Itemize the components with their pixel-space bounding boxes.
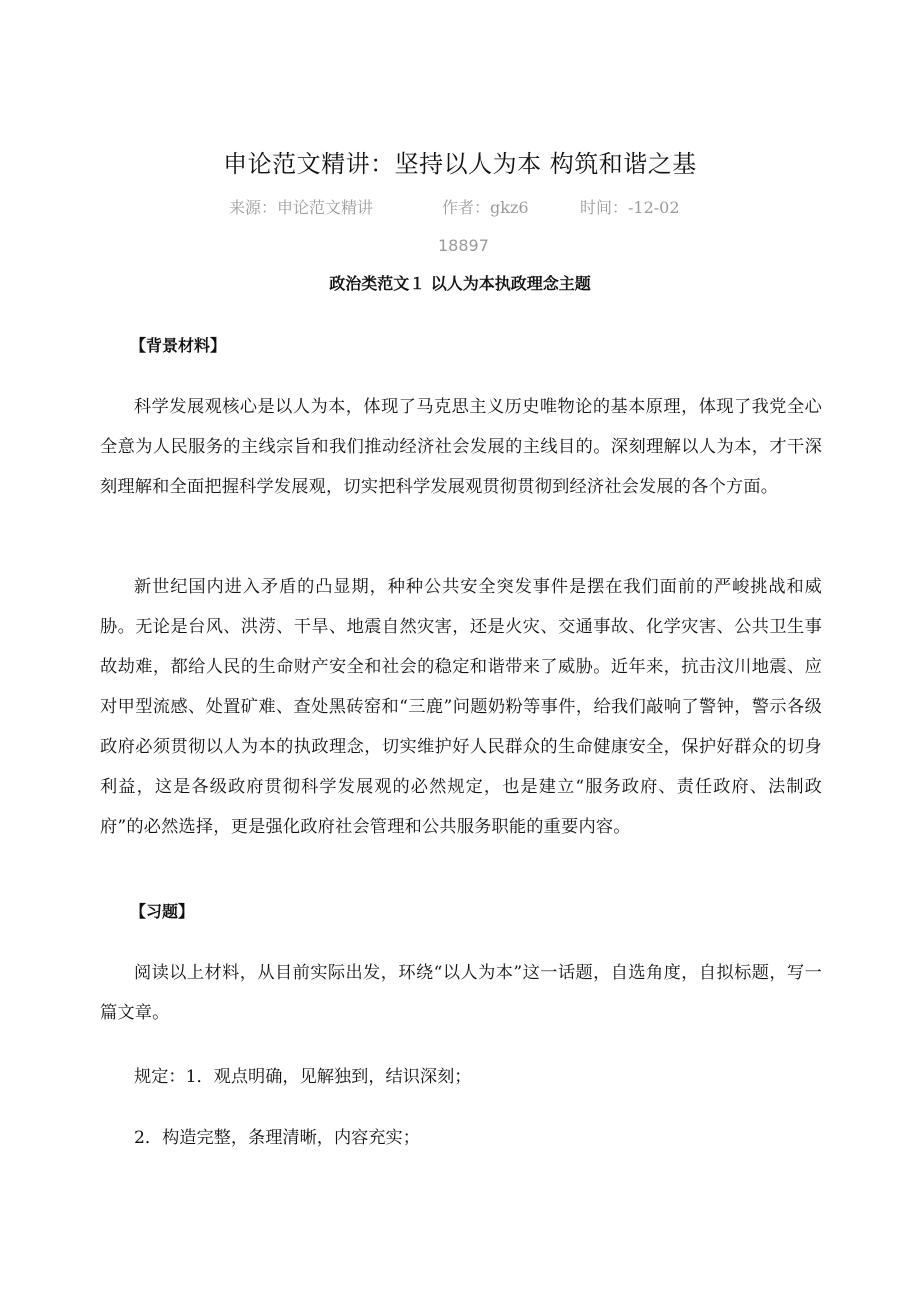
meta-id: 18897 bbox=[438, 236, 489, 255]
page-title: 申论范文精讲：坚持以人为本 构筑和谐之基 bbox=[223, 150, 697, 178]
meta-time: 时间：-12-02 bbox=[580, 198, 680, 217]
meta-source: 来源：申论范文精讲 bbox=[229, 198, 374, 217]
requirement-2: 2．构造完整，条理清晰，内容充实； bbox=[134, 1128, 420, 1148]
background-heading: 【背景材料】 bbox=[130, 336, 227, 355]
exercise-text: 阅读以上材料，从目前实际出发，环绕“以人为本”这一话题，自选角度，自拟标题，写一篇文章。 bbox=[100, 963, 822, 1023]
requirement-1: 规定：1．观点明确，见解独到，结识深刻； bbox=[134, 1067, 472, 1087]
exercise-heading: 【习题】 bbox=[130, 902, 195, 921]
article-subtitle: 政治类范文１ 以人为本执政理念主题 bbox=[329, 274, 591, 293]
paragraph-background-1: 科学发展观核心是以人为本，体现了马克思主义历史唯物论的基本原理，体现了我党全心全意为人民服务的主线宗旨和我们推动经济社会发展的主线目的。深刻理解以人为本，才干深刻理解和全面把握科学发展观，切实把科学发展观贯彻贯彻到经济社会发展的各个方面。 bbox=[100, 397, 822, 497]
paragraph-background-2: 新世纪国内进入矛盾的凸显期，种种公共安全突发事件是摆在我们面前的严峻挑战和威胁。无论是台风、洪涝、干旱、地震自然灾害，还是火灾、交通事故、化学灾害、公共卫生事故劫难，都给人民的生命财产安全和社会的稳定和谐带来了威胁。近年来，抗击汶川地震、应对甲型流感、处置矿难、查处黑砖窑和“三鹿”问题奶粉等事件，给我们敲响了警钟，警示各级政府必须贯彻以人为本的执政理念，切实维护好人民群众的生命健康安全，保护好群众的切身利益，这是各级政府贯彻科学发展观的必然规定，也是建立“服务政府、责任政府、法制政府”的必然选择，更是强化政府社会管理和公共服务职能的重要内容。 bbox=[100, 577, 822, 837]
meta-author: 作者：gkz6 bbox=[442, 198, 529, 217]
article-meta bbox=[0, 194, 920, 222]
